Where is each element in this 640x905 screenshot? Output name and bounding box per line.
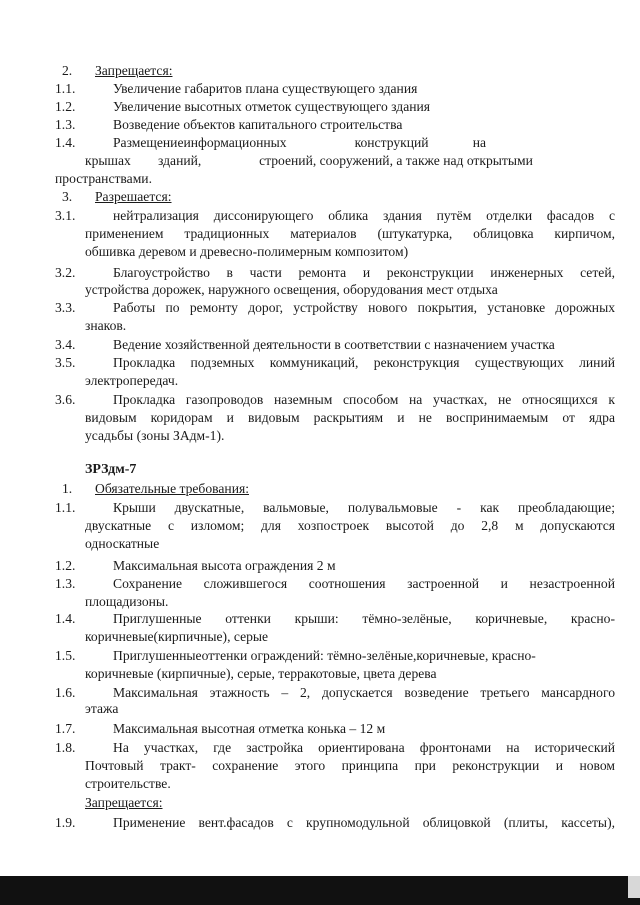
section-heading: Запрещается: [95, 63, 173, 78]
section-heading: Обязательные требования: [95, 481, 249, 496]
item-text: Возведение объектов капитального строительства [113, 117, 403, 132]
item-number: 1.5. [55, 648, 76, 663]
item-number: 3.1. [55, 208, 76, 223]
item-number: 1.3. [55, 576, 76, 591]
item-number: 1.1. [55, 81, 76, 96]
item-number: 1.1. [55, 500, 76, 515]
item-text-continued: пространствами. [55, 171, 152, 186]
section-number: 3. [62, 189, 73, 204]
item-number: 3.4. [55, 337, 76, 352]
item-text: Максимальная высотная отметка конька – 12 м [113, 721, 386, 736]
item-text-continued: этажа [85, 701, 119, 716]
item-text: Работы по ремонту дорог, устройству нового покрытия, установке дорожных [113, 300, 615, 315]
item-number: 1.8. [55, 740, 76, 755]
item-text-continued: строительстве. [85, 776, 171, 791]
item-text: Максимальная высота ограждения 2 м [113, 558, 336, 573]
section-number: 2. [62, 63, 73, 78]
item-text: Сохранение сложившегося соотношения застроенной и незастроенной [113, 576, 615, 591]
item-text: Размещениеинформационных конструкций на [113, 135, 487, 150]
item-number: 1.3. [55, 117, 76, 132]
item-text: Благоустройство в части ремонта и реконструкции инженерных сетей, [113, 265, 615, 280]
item-text-continued: применением традиционных материалов (штукатурка, облицовка кирпичом, [85, 226, 615, 241]
scan-border [0, 876, 640, 905]
item-text-continued: устройства дорожек, наружного освещения, оборудования мест отдыха [85, 282, 498, 297]
item-text: Приглушенные оттенки крыши: тёмно-зелёные, коричневые, красно- [113, 611, 615, 626]
item-number: 3.3. [55, 300, 76, 315]
item-text: Прокладка подземных коммуникаций, реконструкция существующих линий [113, 355, 615, 370]
item-number: 1.2. [55, 558, 76, 573]
item-text-continued: односкатные [85, 536, 160, 551]
item-text: Увеличение высотных отметок существующего здания [113, 99, 431, 114]
section-heading: Разрешается: [95, 189, 172, 204]
item-text: Увеличение габаритов плана существующего здания [113, 81, 418, 96]
item-text-continued: площадизоны. [85, 594, 169, 609]
item-text-continued: усадьбы (зоны ЗАдм-1). [85, 428, 225, 443]
item-number: 1.9. [55, 815, 76, 830]
item-text-continued: видовым коридорам и видовым раскрытиям и не воспринимаемым от ядра [85, 410, 615, 425]
prohibited-heading: Запрещается: [85, 795, 163, 810]
item-number: 1.4. [55, 611, 76, 626]
item-text: Максимальная этажность – 2, допускается возведение третьего мансардного [113, 685, 615, 700]
item-number: 3.5. [55, 355, 76, 370]
item-number: 1.7. [55, 721, 76, 736]
item-text: нейтрализация диссонирующего облика здания путём отделки фасадов с [113, 208, 615, 223]
item-number: 1.6. [55, 685, 76, 700]
item-text: Применение вент.фасадов с крупномодульной облицовкой (плиты, кассеты), [113, 815, 615, 830]
item-text-continued: крышах зданий, строений, сооружений, а также над открытыми [85, 153, 533, 168]
item-text-continued: знаков. [85, 318, 127, 333]
item-text: Приглушенныеоттенки ограждений: тёмно-зелёные,коричневые, красно- [113, 648, 536, 663]
item-text-continued: обшивка деревом и древесно-полимерным композитом) [85, 244, 409, 259]
item-number: 3.6. [55, 392, 76, 407]
item-text: Прокладка газопроводов наземным способом на участках, не относящихся к [113, 392, 615, 407]
item-text: Крыши двускатные, вальмовые, полувальмовые - как преобладающие; [113, 500, 615, 515]
item-text-continued: двускатные с изломом; для хозпостроек высотой до 2,8 м допускаются [85, 518, 615, 533]
item-text: Ведение хозяйственной деятельности в соответствии с назначением участка [113, 337, 555, 352]
section-number: 1. [62, 481, 73, 496]
scan-mark [628, 876, 640, 898]
item-number: 1.2. [55, 99, 76, 114]
zone-title: ЗРЗдм-7 [85, 462, 137, 477]
item-text-continued: Почтовый тракт- сохранение этого принципа при реконструкции и новом [85, 758, 615, 773]
item-number: 1.4. [55, 135, 76, 150]
item-text-continued: коричневые (кирпичные), серые, терракотовые, цвета дерева [85, 666, 437, 681]
item-text-continued: коричневые(кирпичные), серые [85, 629, 269, 644]
item-text-continued: электропередач. [85, 373, 179, 388]
item-number: 3.2. [55, 265, 76, 280]
item-text: На участках, где застройка ориентирована фронтонами на исторический [113, 740, 615, 755]
